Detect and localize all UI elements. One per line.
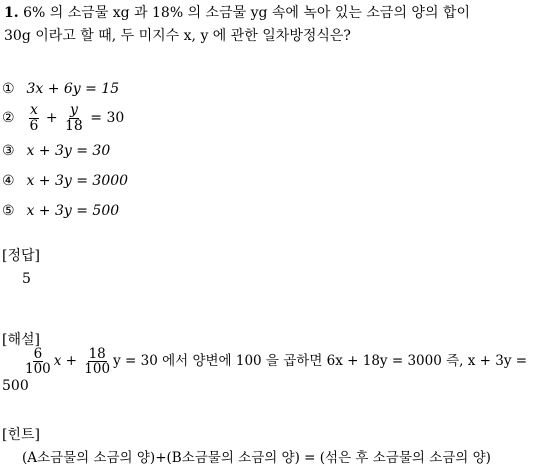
fraction-denominator: 18 <box>65 117 83 134</box>
choice-marker: ③ <box>2 143 15 159</box>
equation-rhs: = 30 <box>90 110 125 127</box>
fraction-numerator: y <box>69 102 78 118</box>
answer-value: 5 <box>22 271 31 287</box>
hint-label: [힌트] <box>2 427 40 443</box>
choice-expression: x + 3y = 500 <box>26 203 120 219</box>
fraction-denominator: 100 <box>25 361 51 378</box>
choice-marker: ⑤ <box>2 203 15 219</box>
fraction-numerator: 18 <box>88 346 106 362</box>
problem-line-1: 6% 의 소금물 xg 과 18% 의 소금물 yg 속에 녹아 있는 소금의 양의 합이 <box>23 5 470 21</box>
fraction <box>28 103 39 133</box>
problem-line-2: 30g 이라고 할 때, 두 미지수 x, y 에 관한 일차방정식은? <box>4 28 351 44</box>
explanation-line <box>22 347 527 376</box>
choice-5 <box>2 203 119 219</box>
choice-3 <box>2 143 110 159</box>
hint-text: (A소금물의 소금의 양)+(B소금물의 소금의 양) = (섞은 후 소금물의 소금의 양) <box>22 450 491 466</box>
choice-expression: 3x + 6y = 15 <box>26 81 120 97</box>
fraction-numerator: x <box>29 102 38 118</box>
explanation-label: [해설] <box>2 332 40 348</box>
choice-4 <box>2 173 128 189</box>
fraction-numerator: 6 <box>33 346 43 362</box>
explanation-continuation: 500 <box>2 378 29 394</box>
fraction-denominator: 6 <box>29 117 39 134</box>
choice-marker: ① <box>2 81 15 97</box>
fraction <box>64 103 84 133</box>
explanation-term: x + <box>53 353 77 370</box>
choice-2 <box>2 103 124 133</box>
choice-expression: x + 3y = 3000 <box>26 173 129 189</box>
problem-statement <box>4 2 470 22</box>
choice-marker: ② <box>2 110 15 127</box>
answer-label: [정답] <box>2 248 40 264</box>
choice-1 <box>2 81 119 97</box>
plus-sign: + <box>45 110 58 127</box>
fraction <box>24 347 52 376</box>
explanation-text: y = 30 에서 양변에 100 을 곱하면 6x + 18y = 3000 즉, x + 3y = <box>113 353 528 370</box>
problem-number: 1. <box>4 5 19 21</box>
fraction <box>83 347 111 376</box>
fraction-denominator: 100 <box>84 361 111 378</box>
choice-marker: ④ <box>2 173 15 189</box>
choice-expression: x + 3y = 30 <box>26 143 111 159</box>
